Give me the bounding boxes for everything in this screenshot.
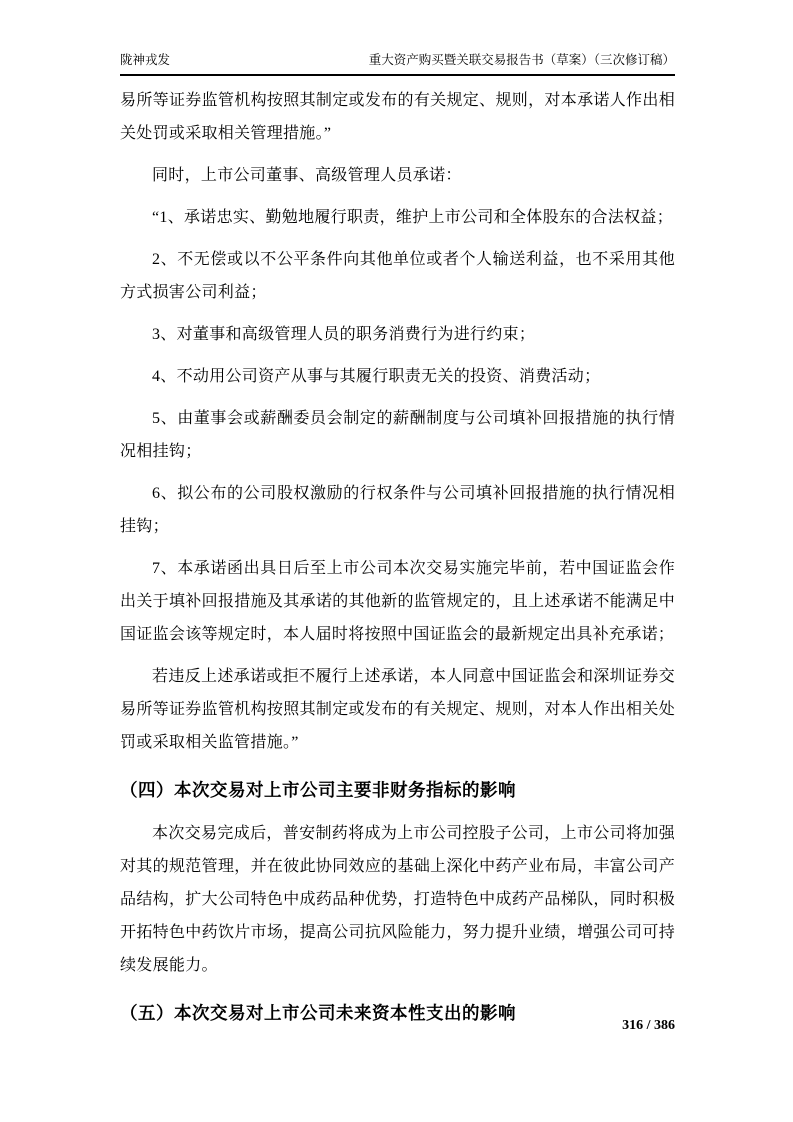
body-paragraph: 4、不动用公司资产从事与其履行职责无关的投资、消费活动； — [152, 368, 601, 385]
body-paragraph: 本次交易完成后，普安制药将成为上市公司控股子公司，上市公司将加强对其的规范管理，并在彼此协同效应的基础上深化中药产业布局，丰富公司产品结构，扩大公司特色中成药品种优势，打造特色中成药产品梯队，同时积极开拓特色中药饮片市场，提高公司抗风险能力，努力提升业绩，增强公司可持续发展能力。 — [120, 824, 675, 974]
body-paragraph: 5、由董事会或薪酬委员会制定的薪酬制度与公司填补回报措施的执行情况相挂钩； — [120, 410, 675, 460]
body-paragraph: 2、不无偿或以不公平条件向其他单位或者个人输送利益，也不采用其他方式损害公司利益； — [120, 251, 675, 301]
page-header — [120, 52, 675, 76]
page-number: 316 / 386 — [622, 1018, 675, 1033]
section-heading-4: （四）本次交易对上市公司主要非财务指标的影响 — [120, 780, 516, 800]
document-body — [120, 84, 675, 1039]
section-heading-5: （五）本次交易对上市公司未来资本性支出的影响 — [120, 1002, 516, 1023]
body-paragraph: 若违反上述承诺或拒不履行上述承诺，本人同意中国证监会和深圳证券交易所等证券监管机构按照其制定或发布的有关规定、规则，对本人作出相关处罚或采取相关监管措施。” — [120, 668, 675, 751]
body-paragraph: “1、承诺忠实、勤勉地履行职责，维护上市公司和全体股东的合法权益； — [152, 209, 674, 226]
body-paragraph: 同时，上市公司董事、高级管理人员承诺： — [152, 167, 462, 184]
body-paragraph: 7、本承诺函出具日后至上市公司本次交易实施完毕前，若中国证监会作出关于填补回报措施及其承诺的其他新的监管规定的，且上述承诺不能满足中国证监会该等规定时，本人届时将按照中国证监会的最新规定出具补充承诺； — [120, 560, 675, 643]
header-company: 陇神戎发 — [120, 53, 171, 67]
body-paragraph: 易所等证券监管机构按照其制定或发布的有关规定、规则，对本承诺人作出相关处罚或采取相关管理措施。” — [120, 92, 675, 142]
body-paragraph: 6、拟公布的公司股权激励的行权条件与公司填补回报措施的执行情况相挂钩； — [120, 485, 675, 535]
body-paragraph: 3、对董事和高级管理人员的职务消费行为进行约束； — [152, 326, 536, 343]
header-report-title: 重大资产购买暨关联交易报告书（草案）（三次修订稿） — [368, 53, 675, 67]
